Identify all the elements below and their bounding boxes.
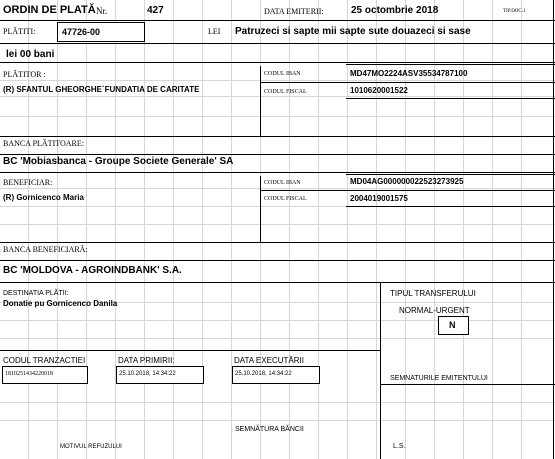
- transfer-type-label: TIPUL TRANSFERULUI: [390, 289, 476, 298]
- stamp-ls-label: L.S.: [393, 443, 406, 450]
- currency-label: LEI: [208, 27, 221, 36]
- beneficiary-iban-label: CODUL IBAN: [264, 180, 301, 186]
- bank-signature-label: SEMNĂTURA BĂNCII: [235, 426, 304, 433]
- amount-value: 47726-00: [62, 27, 101, 37]
- receipt-date-label: DATA PRIMIRII:: [118, 356, 175, 365]
- issuer-signatures-label: SEMNATURILE EMITENTULUI: [390, 375, 488, 382]
- refusal-reason-label: MOTIVUL REFUZULUI: [60, 444, 122, 450]
- issue-date-label: DATA EMITERII:: [264, 7, 324, 16]
- payer-fiscal-code-label: CODUL FISCAL: [264, 89, 307, 95]
- execution-date-label: DATA EXECUTĂRII: [234, 356, 304, 365]
- receipt-date-value: 25.10.2018, 14:34:22: [119, 371, 176, 377]
- beneficiary-iban-value: MD04AG000000022523273925: [350, 177, 464, 186]
- transaction-code-label: CODUL TRANZACTIEI: [3, 356, 86, 365]
- transaction-code-value: 1810251434220018: [5, 371, 53, 377]
- beneficiary-fiscal-code-label: CODUL FISCAL: [264, 196, 307, 202]
- beneficiary-fiscal-code-value: 2004019001575: [350, 194, 408, 203]
- amount-in-words-cont: lei 00 bani: [6, 49, 55, 60]
- beneficiary-label: BENEFICIAR:: [3, 178, 53, 187]
- execution-date-value: 25.10.2018, 14:34:22: [235, 371, 292, 377]
- payer-iban-label: CODUL IBAN: [264, 71, 301, 77]
- document-title: ORDIN DE PLATĂ: [3, 4, 96, 16]
- transfer-urgency-label: NORMAL-URGENT: [399, 306, 470, 315]
- beneficiary-bank-label: BANCA BENEFICIARĂ:: [3, 245, 88, 254]
- amount-in-words: Patruzeci si sapte mii sapte sute douazeci si sase: [235, 26, 471, 37]
- number-label: Nr.: [96, 6, 108, 16]
- payment-purpose-label: DESTINATIA PLĂTII:: [3, 290, 69, 297]
- order-number: 427: [147, 5, 164, 16]
- payer-name: (R) SFANTUL GHEORGHE`FUNDATIA DE CARITATE: [3, 85, 200, 94]
- doc-type-code: TIP.DOC.1: [503, 9, 526, 14]
- beneficiary-name: (R) Gornicenco Maria: [3, 193, 84, 202]
- payer-fiscal-code-value: 1010620001522: [350, 86, 408, 95]
- payer-label: PLĂTITOR :: [3, 70, 46, 79]
- transfer-urgency-value: N: [449, 320, 456, 330]
- amount-label: PLĂTITI:: [3, 27, 36, 36]
- issue-date-value: 25 octombrie 2018: [351, 5, 439, 16]
- payer-iban-value: MD47MO2224ASV35534787100: [350, 69, 468, 78]
- payer-bank-name: BC 'Mobiasbanca - Groupe Societe Generale' SA: [3, 156, 234, 167]
- beneficiary-bank-name: BC 'MOLDOVA - AGROINDBANK' S.A.: [3, 265, 182, 276]
- payer-bank-label: BANCA PLĂTITOARE:: [3, 139, 84, 148]
- payment-purpose-value: Donatie pu Gornicenco Danila: [3, 299, 118, 308]
